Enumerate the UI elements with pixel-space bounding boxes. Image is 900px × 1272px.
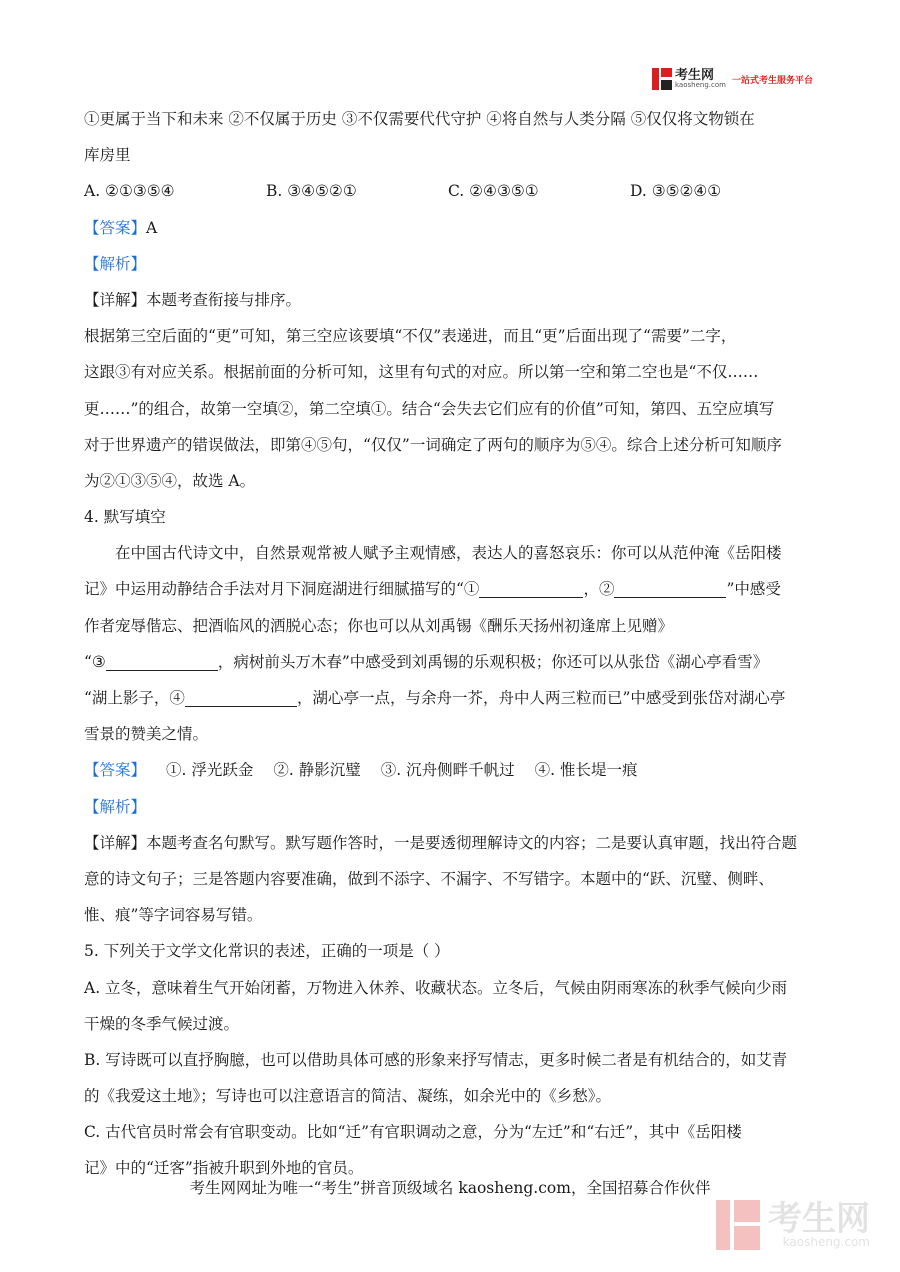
text-segment: “③: [84, 652, 106, 671]
page-footer: 考生网网址为唯一“考生”拼音顶级域名 kaosheng.com，全国招募合作伙伴: [189, 1179, 711, 1197]
text-segment: “湖上影子，④: [84, 689, 185, 707]
fill-blank: [479, 577, 583, 598]
option-b-line: B. 写诗既可以直抒胸臆，也可以借助具体可感的形象来抒写情志，更多时候二者是有机结合的，如艾青: [84, 1050, 788, 1069]
watermark: [716, 1200, 870, 1250]
text-line: 库房里: [84, 146, 131, 165]
option-b: B. ③④⑤②①: [266, 182, 357, 201]
fill-blank: [185, 686, 297, 707]
text-line: [84, 571, 816, 607]
question-title: 5. 下列关于文学文化常识的表述，正确的一项是（ ）: [84, 942, 450, 961]
answer-line: [84, 210, 816, 246]
site-logo: [652, 68, 813, 90]
text-line: 更……”的组合，故第一空填②，第二空填①。结合“会失去它们应有的价值”可知，第四、五空应填写: [84, 399, 775, 418]
detail-text: 本题考查衔接与排序。: [146, 290, 302, 309]
text-line: [84, 680, 816, 716]
option-a-line: A. 立冬，意味着生气开始闭蓄，万物进入休养、收藏状态。立冬后，气候由阴雨寒冻的秋季气候向少雨: [84, 978, 788, 997]
fill-blank: [106, 650, 218, 671]
header-slogan: 一站式考生服务平台: [731, 75, 813, 86]
answer-item: ②. 静影沉璧: [273, 761, 361, 780]
answer-tag: 【答案】: [84, 218, 147, 237]
analysis-tag: 【解析】: [84, 797, 147, 816]
text-line: 为②①③⑤④，故选 A。: [84, 471, 256, 490]
option-c-line: 记》中的“迁客”指被升职到外地的官员。: [84, 1159, 364, 1178]
logo-domain: kaosheng.com: [675, 81, 726, 89]
fill-blank: [614, 577, 726, 598]
option-b-line: 的《我爱这土地》；写诗也可以注意语言的简洁、凝练，如余光中的《乡愁》。: [84, 1087, 612, 1106]
document-body: [84, 101, 816, 1187]
text-line: 在中国古代诗文中，自然景观常被人赋予主观情感，表达人的喜怒哀乐：你可以从范仲淹《岳阳楼: [115, 544, 782, 563]
answer-item: ①. 浮光跃金: [166, 761, 254, 780]
option-a: A. ②①③⑤④: [84, 182, 175, 201]
detail-tag: 【详解】: [84, 833, 147, 852]
text-line: ①更属于当下和未来 ②不仅属于历史 ③不仅需要代代守护 ④将自然与人类分隔 ⑤仅仅将文物锁在: [84, 110, 755, 128]
answer-value: A: [146, 218, 158, 237]
watermark-brand: 考生网: [768, 1199, 870, 1239]
text-line: [84, 644, 816, 680]
watermark-domain: kaosheng.com: [782, 1235, 870, 1249]
option-c: C. ②④③⑤①: [448, 182, 539, 201]
text-line: 雪景的赞美之情。: [84, 725, 209, 744]
question-title: 4. 默写填空: [84, 508, 166, 527]
answer-item: ③. 沉舟侧畔千帆过: [380, 761, 515, 780]
answer-line: [84, 752, 816, 788]
text-line: 根据第三空后面的“更”可知，第三空应该要填“不仅”表递进，而且“更”后面出现了“需要”二字，: [84, 327, 737, 346]
watermark-logo-icon: [716, 1200, 760, 1250]
logo-mark-icon: [652, 68, 672, 90]
detail-tag: 【详解】: [84, 290, 147, 309]
text-line: 惟、痕”等字词容易写错。: [84, 906, 263, 925]
text-line: 意的诗文句子；三是答题内容要准确，做到不添字、不漏字、不写错字。本题中的“跃、沉璧、侧畔、: [84, 869, 774, 888]
option-c-line: C. 古代官员时常会有官职变动。比如“迁”有官职调动之意，分为“左迁”和“右迁”，其中《岳阳楼: [84, 1123, 742, 1142]
detail-line: [84, 282, 816, 318]
text-segment: ，②: [583, 580, 615, 599]
text-line: 对于世界遗产的错误做法，即第④⑤句，“仅仅”一词确定了两句的顺序为⑤④。综合上述分析可知顺序: [84, 435, 782, 454]
detail-line: [84, 825, 816, 861]
answer-item: ④. 惟长堤一痕: [534, 761, 638, 780]
option-d: D. ③⑤②④①: [630, 182, 722, 201]
text-segment: ，湖心亭一点，与余舟一芥，舟中人两三粒而已”中感受到张岱对湖心亭: [296, 689, 786, 707]
text-segment: ”中感受: [726, 580, 781, 599]
options-row: [84, 173, 816, 209]
analysis-tag: 【解析】: [84, 254, 147, 273]
logo-brand: 考生网: [675, 68, 715, 83]
text-line: 作者宠辱偕忘、把酒临风的洒脱心态；你也可以从刘禹锡《酬乐天扬州初逢席上见赠》: [84, 616, 674, 635]
text-line: 这跟③有对应关系。根据前面的分析可知，这里有句式的对应。所以第一空和第二空也是“不仅……: [84, 363, 759, 382]
option-a-line: 干燥的冬季气候过渡。: [84, 1014, 240, 1033]
detail-text: 本题考查名句默写。默写题作答时，一是要透彻理解诗文的内容；二是要认真审题，找出符合题: [146, 833, 798, 852]
text-segment: 记》中运用动静结合手法对月下洞庭湖进行细腻描写的“①: [84, 580, 480, 599]
text-segment: ，病树前头万木春”中感受到刘禹锡的乐观积极；你还可以从张岱《湖心亭看雪》: [217, 652, 769, 671]
answer-tag: 【答案】: [84, 761, 147, 780]
